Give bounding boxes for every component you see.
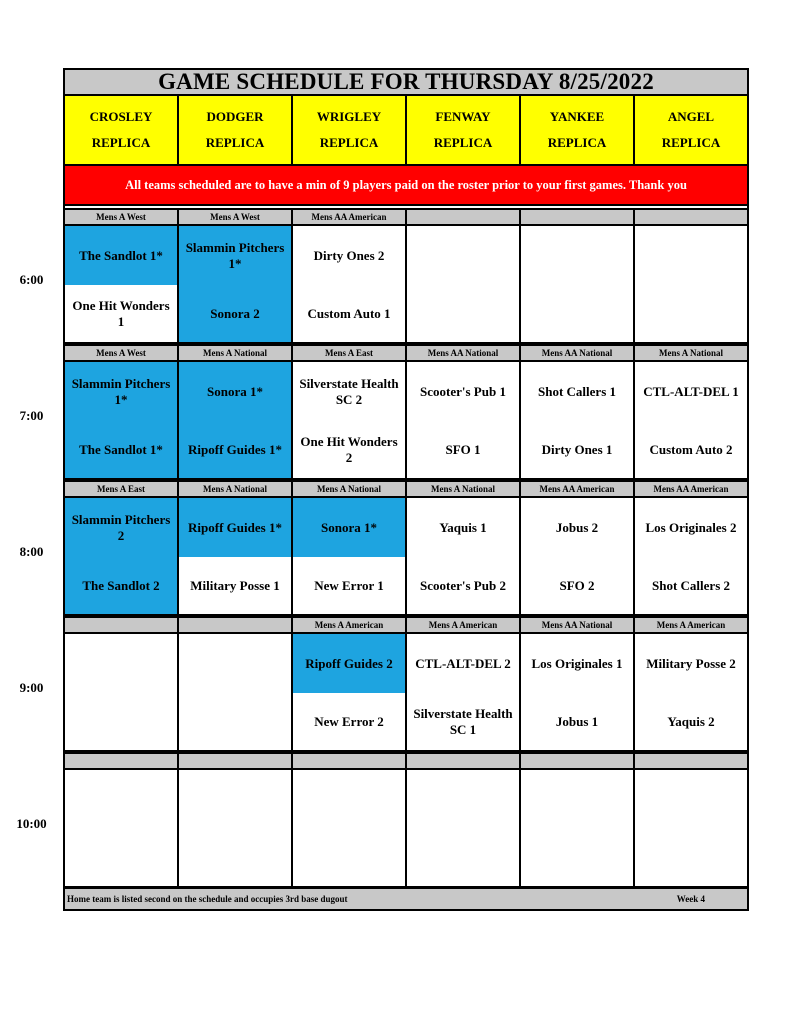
field-header-yankee xyxy=(521,96,635,166)
game-home-team: The Sandlot 2 xyxy=(65,557,179,616)
division-label: Mens A American xyxy=(635,616,747,634)
game-home-team xyxy=(65,829,179,888)
division-label: Mens AA National xyxy=(407,344,521,362)
game-visitor-team xyxy=(521,226,635,285)
game-visitor-team: Yaquis 1 xyxy=(407,498,521,557)
time-label: 10:00 xyxy=(16,816,47,831)
time-label: 6:00 xyxy=(19,272,44,287)
week-label: Week 4 xyxy=(676,894,705,904)
game-visitor-team: Sonora 1* xyxy=(293,498,407,557)
schedule-title: GAME SCHEDULE FOR THURSDAY 8/25/2022 xyxy=(65,70,747,96)
game-visitor-team xyxy=(635,226,747,285)
game-visitor-team xyxy=(65,770,179,829)
game-home-team xyxy=(407,285,521,344)
field-subtitle: REPLICA xyxy=(433,135,493,150)
game-visitor-team: Los Originales 2 xyxy=(635,498,747,557)
game-home-team: Shot Callers 2 xyxy=(635,557,747,616)
division-label: Mens AA American xyxy=(293,208,407,226)
game-home-team: One Hit Wonders 2 xyxy=(293,421,407,480)
game-visitor-team: CTL-ALT-DEL 2 xyxy=(407,634,521,693)
field-subtitle: REPLICA xyxy=(319,135,379,150)
division-label: Mens AA National xyxy=(521,344,635,362)
division-label xyxy=(635,752,747,770)
game-visitor-team: Jobus 2 xyxy=(521,498,635,557)
time-label: 8:00 xyxy=(19,544,44,559)
field-name: YANKEE xyxy=(549,109,605,124)
field-subtitle: REPLICA xyxy=(91,135,151,150)
game-home-team xyxy=(635,829,747,888)
field-header-wrigley xyxy=(293,96,407,166)
division-label xyxy=(179,616,293,634)
game-visitor-team xyxy=(407,770,521,829)
field-name: DODGER xyxy=(206,109,264,124)
game-visitor-team xyxy=(65,634,179,693)
field-name: ANGEL xyxy=(667,109,715,124)
division-label: Mens AA National xyxy=(521,616,635,634)
game-home-team: Yaquis 2 xyxy=(635,693,747,752)
division-label xyxy=(521,208,635,226)
division-label xyxy=(521,752,635,770)
field-header-crosley xyxy=(65,96,179,166)
division-label: Mens A National xyxy=(179,344,293,362)
game-visitor-team: The Sandlot 1* xyxy=(65,226,179,285)
game-visitor-team: Slammin Pitchers 2 xyxy=(65,498,179,557)
division-label: Mens AA American xyxy=(635,480,747,498)
field-header-dodger xyxy=(179,96,293,166)
game-visitor-team: Shot Callers 1 xyxy=(521,362,635,421)
game-visitor-team: Military Posse 2 xyxy=(635,634,747,693)
field-name: CROSLEY xyxy=(89,109,153,124)
game-home-team xyxy=(521,285,635,344)
division-label: Mens A National xyxy=(179,480,293,498)
schedule-sheet xyxy=(63,68,749,911)
division-label xyxy=(65,616,179,634)
game-home-team: Military Posse 1 xyxy=(179,557,293,616)
game-home-team: Silverstate Health SC 1 xyxy=(407,693,521,752)
game-visitor-team: Ripoff Guides 2 xyxy=(293,634,407,693)
game-home-team xyxy=(635,285,747,344)
division-label xyxy=(407,208,521,226)
division-label xyxy=(635,208,747,226)
game-visitor-team: Ripoff Guides 1* xyxy=(179,498,293,557)
division-label xyxy=(179,752,293,770)
game-home-team: Custom Auto 1 xyxy=(293,285,407,344)
division-label xyxy=(65,752,179,770)
game-visitor-team xyxy=(521,770,635,829)
field-subtitle: REPLICA xyxy=(205,135,265,150)
division-label: Mens AA American xyxy=(521,480,635,498)
game-home-team: One Hit Wonders 1 xyxy=(65,285,179,344)
time-label: 7:00 xyxy=(19,408,44,423)
game-home-team: SFO 1 xyxy=(407,421,521,480)
field-name: FENWAY xyxy=(435,109,491,124)
game-home-team: Ripoff Guides 1* xyxy=(179,421,293,480)
game-home-team: SFO 2 xyxy=(521,557,635,616)
division-label: Mens A National xyxy=(293,480,407,498)
game-visitor-team xyxy=(179,770,293,829)
game-visitor-team: Slammin Pitchers 1* xyxy=(65,362,179,421)
field-header-angel xyxy=(635,96,747,166)
game-home-team: New Error 2 xyxy=(293,693,407,752)
game-home-team xyxy=(407,829,521,888)
division-label xyxy=(407,752,521,770)
game-visitor-team xyxy=(407,226,521,285)
game-home-team xyxy=(293,829,407,888)
game-visitor-team: Scooter's Pub 1 xyxy=(407,362,521,421)
game-visitor-team: Slammin Pitchers 1* xyxy=(179,226,293,285)
game-home-team: Custom Auto 2 xyxy=(635,421,747,480)
game-home-team xyxy=(179,693,293,752)
game-visitor-team xyxy=(179,634,293,693)
field-header-fenway xyxy=(407,96,521,166)
game-visitor-team xyxy=(635,770,747,829)
division-label: Mens A East xyxy=(293,344,407,362)
division-label: Mens A West xyxy=(65,344,179,362)
game-home-team: Jobus 1 xyxy=(521,693,635,752)
game-visitor-team: CTL-ALT-DEL 1 xyxy=(635,362,747,421)
field-name: WRIGLEY xyxy=(316,109,382,124)
division-label: Mens A East xyxy=(65,480,179,498)
game-visitor-team xyxy=(293,770,407,829)
roster-notice: All teams scheduled are to have a min of 9 players paid on the roster prior to your first games. Thank you xyxy=(65,166,747,206)
game-home-team: Sonora 2 xyxy=(179,285,293,344)
division-label: Mens A West xyxy=(65,208,179,226)
game-home-team xyxy=(179,829,293,888)
schedule-footer xyxy=(65,887,747,909)
division-label: Mens A West xyxy=(179,208,293,226)
home-team-note: Home team is listed second on the schedule and occupies 3rd base dugout xyxy=(67,894,348,904)
game-home-team: The Sandlot 1* xyxy=(65,421,179,480)
division-label: Mens A American xyxy=(293,616,407,634)
game-home-team: Dirty Ones 1 xyxy=(521,421,635,480)
division-label: Mens A American xyxy=(407,616,521,634)
game-visitor-team: Los Originales 1 xyxy=(521,634,635,693)
game-home-team xyxy=(521,829,635,888)
game-visitor-team: Silverstate Health SC 2 xyxy=(293,362,407,421)
game-visitor-team: Sonora 1* xyxy=(179,362,293,421)
game-visitor-team: Dirty Ones 2 xyxy=(293,226,407,285)
game-home-team xyxy=(65,693,179,752)
division-label: Mens A National xyxy=(407,480,521,498)
time-label: 9:00 xyxy=(19,680,44,695)
game-home-team: New Error 1 xyxy=(293,557,407,616)
division-label xyxy=(293,752,407,770)
field-subtitle: REPLICA xyxy=(661,135,721,150)
division-label: Mens A National xyxy=(635,344,747,362)
game-home-team: Scooter's Pub 2 xyxy=(407,557,521,616)
field-subtitle: REPLICA xyxy=(547,135,607,150)
